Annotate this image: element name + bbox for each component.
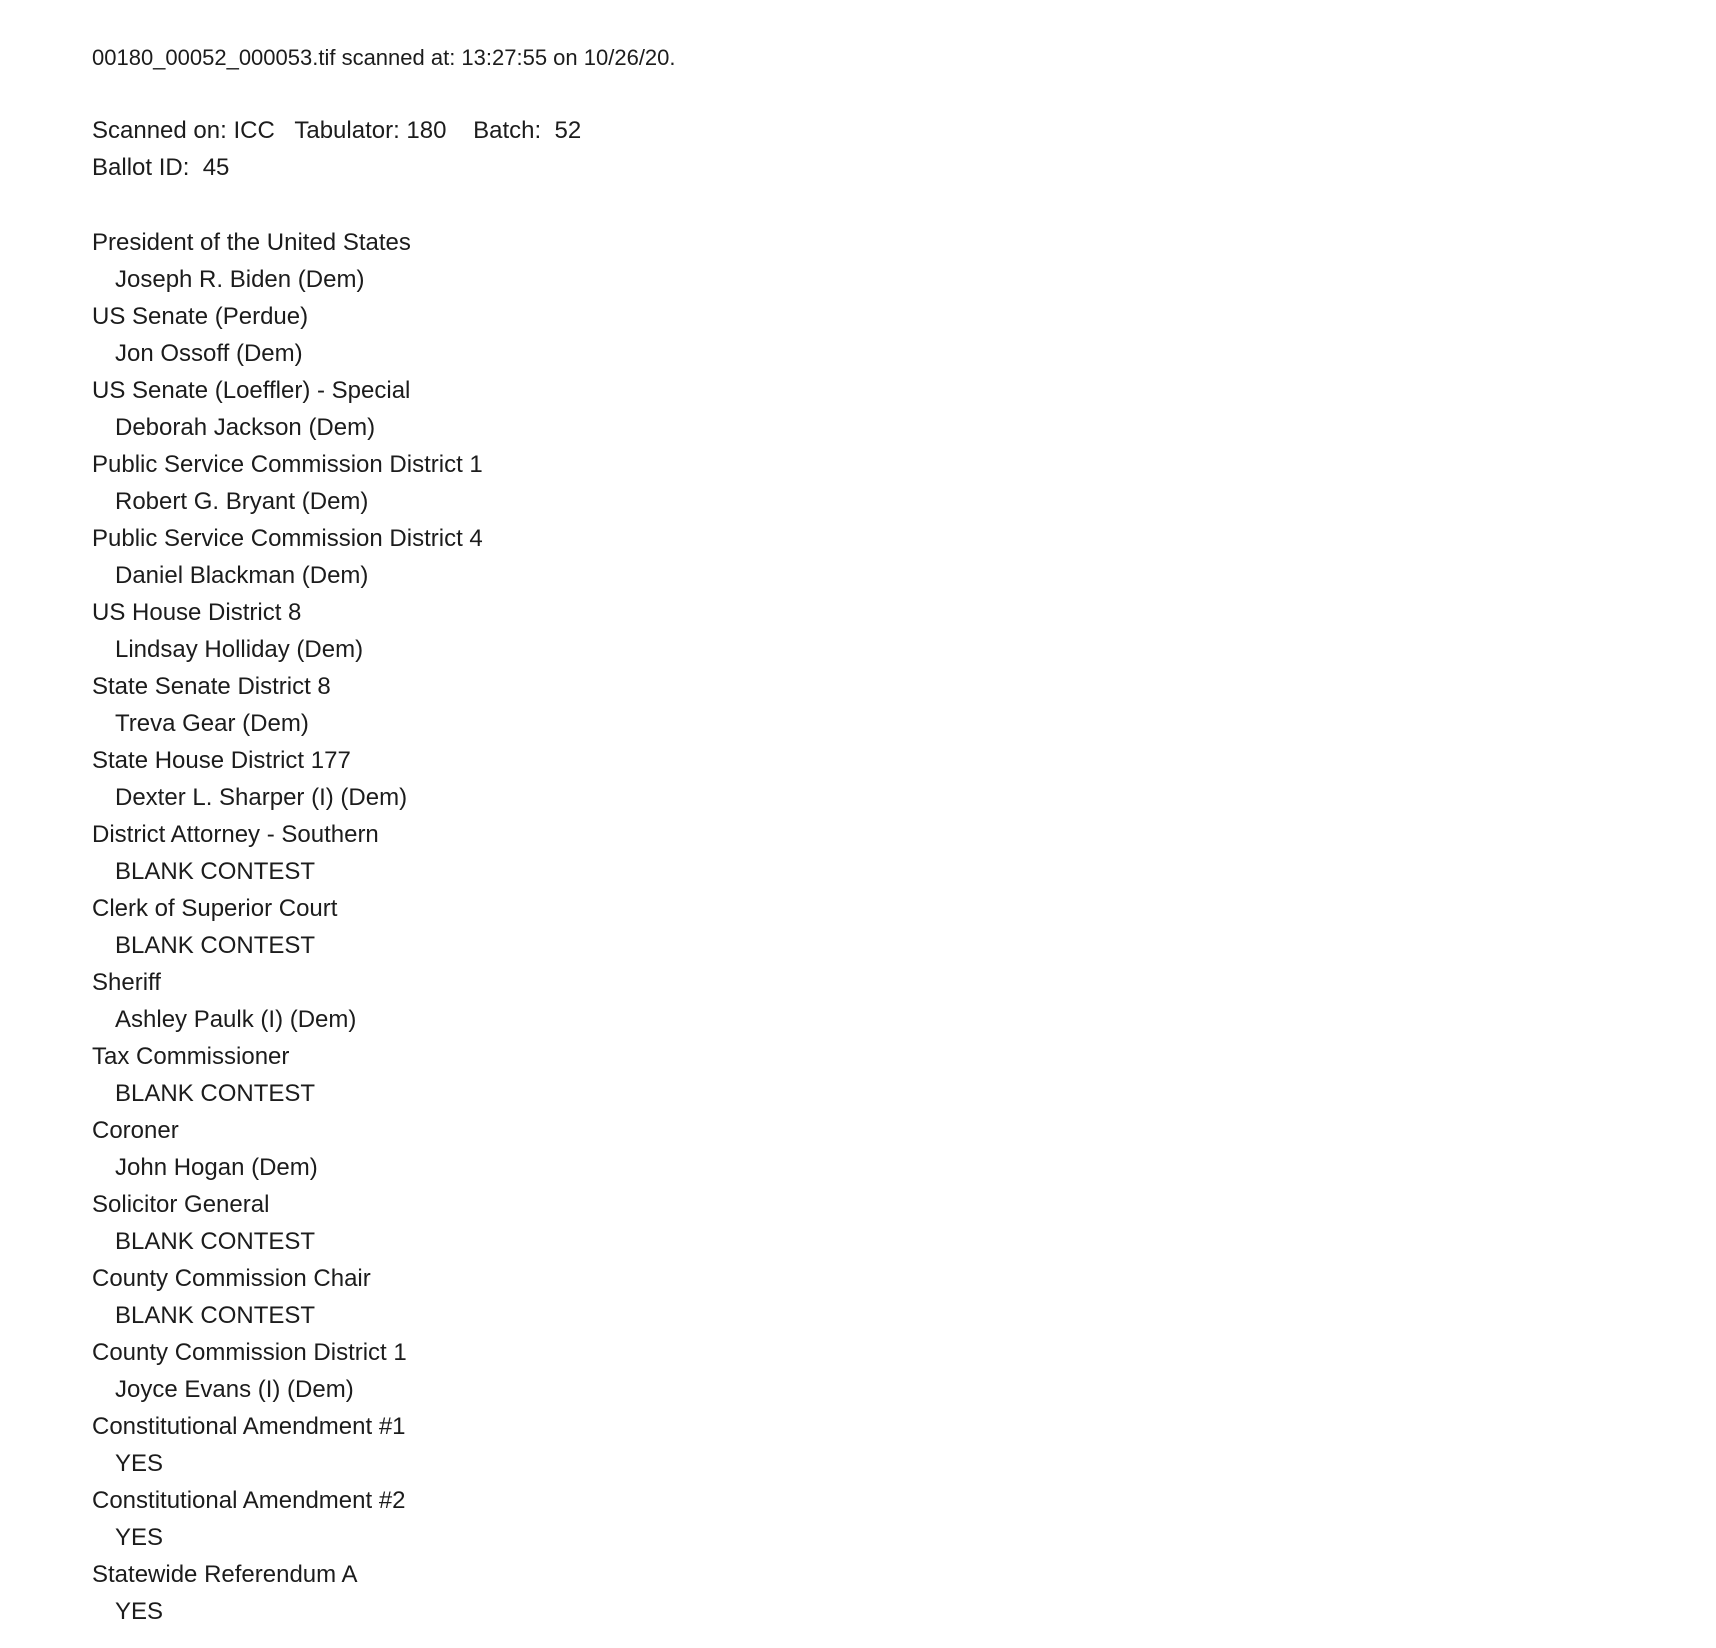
contest-name: Public Service Commission District 1: [92, 451, 483, 478]
contest-selection: Robert G. Bryant (Dem): [115, 488, 369, 515]
contest-selection: Joyce Evans (I) (Dem): [115, 1376, 354, 1403]
contest-row: [92, 668, 1676, 742]
contest-name: County Commission Chair: [92, 1265, 371, 1292]
contest-row: [92, 890, 1676, 964]
contest-selection: BLANK CONTEST: [115, 1228, 316, 1255]
contest-row: [92, 1112, 1676, 1186]
contest-name: Statewide Referendum A: [92, 1561, 358, 1588]
contest-row: [92, 594, 1676, 668]
contest-selection: Deborah Jackson (Dem): [115, 414, 376, 441]
contest-name: County Commission District 1: [92, 1339, 407, 1366]
contest-selection: Ashley Paulk (I) (Dem): [115, 1006, 357, 1033]
contest-name: Public Service Commission District 4: [92, 525, 483, 552]
contest-name: Constitutional Amendment #1: [92, 1413, 406, 1440]
contest-selection: Joseph R. Biden (Dem): [115, 266, 365, 293]
contest-selection: Treva Gear (Dem): [115, 710, 309, 737]
contest-name: District Attorney - Southern: [92, 821, 379, 848]
contest-name: US House District 8: [92, 599, 302, 626]
contest-name: US Senate (Loeffler) - Special: [92, 377, 411, 404]
contest-list: [92, 224, 1676, 1630]
contest-selection: John Hogan (Dem): [115, 1154, 318, 1181]
contest-row: [92, 298, 1676, 372]
contest-selection: BLANK CONTEST: [115, 1302, 316, 1329]
contest-row: [92, 816, 1676, 890]
contest-name: President of the United States: [92, 229, 411, 256]
contest-name: Coroner: [92, 1117, 179, 1144]
contest-row: [92, 1556, 1676, 1630]
contest-selection: BLANK CONTEST: [115, 858, 316, 885]
contest-selection: BLANK CONTEST: [115, 1080, 316, 1107]
contest-selection: YES: [115, 1598, 164, 1625]
contest-row: [92, 742, 1676, 816]
contest-row: [92, 1038, 1676, 1112]
contest-name: State Senate District 8: [92, 673, 331, 700]
contest-row: [92, 1334, 1676, 1408]
contest-name: Sheriff: [92, 969, 161, 996]
contest-row: [92, 1260, 1676, 1334]
contest-name: US Senate (Perdue): [92, 303, 309, 330]
contest-name: Tax Commissioner: [92, 1043, 290, 1070]
contest-row: [92, 224, 1676, 298]
contest-row: [92, 446, 1676, 520]
contest-selection: Lindsay Holliday (Dem): [115, 636, 364, 663]
contest-selection: Dexter L. Sharper (I) (Dem): [115, 784, 408, 811]
contest-name: Solicitor General: [92, 1191, 270, 1218]
contest-row: [92, 964, 1676, 1038]
contest-selection: YES: [115, 1450, 164, 1477]
contest-name: State House District 177: [92, 747, 351, 774]
contest-row: [92, 1482, 1676, 1556]
contest-row: [92, 520, 1676, 594]
contest-selection: BLANK CONTEST: [115, 932, 316, 959]
ballot-id-line: Ballot ID: 45: [92, 154, 230, 181]
contest-row: [92, 1186, 1676, 1260]
scan-info-line: Scanned on: ICC Tabulator: 180 Batch: 52: [92, 117, 582, 144]
contest-row: [92, 1408, 1676, 1482]
scan-filename-line: 00180_00052_000053.tif scanned at: 13:27:55 on 10/26/20.: [92, 45, 676, 70]
contest-selection: Daniel Blackman (Dem): [115, 562, 369, 589]
contest-selection: Jon Ossoff (Dem): [115, 340, 303, 367]
contest-name: Constitutional Amendment #2: [92, 1487, 406, 1514]
contest-selection: YES: [115, 1524, 164, 1551]
contest-name: Clerk of Superior Court: [92, 895, 338, 922]
contest-row: [92, 372, 1676, 446]
